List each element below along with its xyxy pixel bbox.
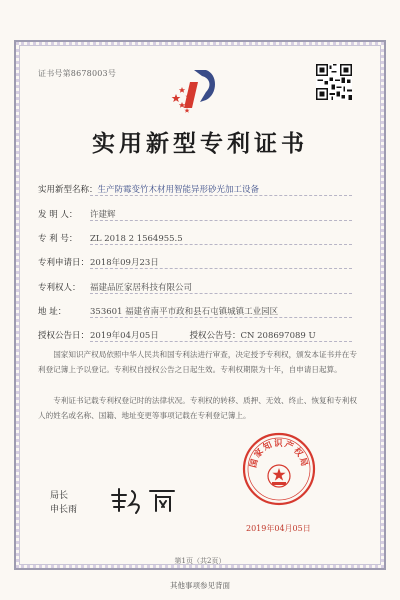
filing-date-value: 2018年09月23日 bbox=[90, 258, 159, 268]
inventor-row bbox=[38, 208, 116, 220]
patentee-value: 福建品匠家居科技有限公司 bbox=[90, 283, 193, 293]
divider bbox=[90, 341, 352, 342]
divider bbox=[90, 244, 352, 245]
filing-date-row bbox=[38, 256, 159, 268]
patent-number-label: 专 利 号： bbox=[38, 234, 78, 244]
utility-model-name-row bbox=[38, 183, 259, 195]
patent-number-row bbox=[38, 232, 183, 244]
grant-date-label: 授权公告日： bbox=[38, 331, 90, 341]
address-value: 353601 福建省南平市政和县石屯镇城镇工业园区 bbox=[90, 307, 279, 317]
divider bbox=[90, 268, 352, 269]
legal-paragraph-2: 专利证书记载专利权登记时的法律状况。专利权的转移、质押、无效、终止、恢复和专利权人的姓名或名称、国籍、地址变更等事项记载在专利登记簿上。 bbox=[38, 396, 357, 420]
inventor-value: 许建辉 bbox=[90, 210, 116, 220]
utility-model-name-value: 生产防霉变竹木材用智能异形砂光加工设备 bbox=[97, 185, 260, 195]
address-label: 地 址： bbox=[38, 307, 67, 317]
patent-number-value: ZL 2018 2 1564955.5 bbox=[90, 234, 183, 244]
divider bbox=[90, 220, 352, 221]
certificate-number: 证书号第8678003号 bbox=[38, 69, 117, 78]
grant-date-value: 2019年04月05日 bbox=[90, 331, 159, 341]
address-row bbox=[38, 305, 278, 317]
patentee-row bbox=[38, 281, 192, 293]
divider bbox=[90, 317, 352, 318]
divider bbox=[90, 293, 352, 294]
qr-code-icon bbox=[316, 64, 352, 100]
patentee-label: 专利权人： bbox=[38, 283, 81, 293]
filing-date-label: 专利申请日： bbox=[38, 258, 90, 268]
announcement-number-label: 授权公告号： bbox=[189, 331, 241, 341]
seal-date: 2019年04月05日 bbox=[246, 524, 311, 533]
official-seal-stamp bbox=[242, 432, 316, 506]
divider bbox=[90, 195, 352, 196]
inventor-label: 发 明 人： bbox=[38, 210, 78, 220]
certificate-title: 实用新型专利证书 bbox=[92, 130, 308, 157]
continue-note: 其他事项参见背面 bbox=[170, 581, 230, 590]
director-title: 局长 bbox=[50, 491, 69, 501]
page-number: 第1页（共2页） bbox=[174, 557, 226, 565]
director-name: 申长雨 bbox=[50, 505, 78, 515]
legal-paragraph-1: 国家知识产权局依照中华人民共和国专利法进行审查，决定授予专利权，颁发本证书并在专利登记簿上予以登记。专利权自授权公告之日起生效。专利权期限为十年，自申请日起算。 bbox=[38, 350, 357, 374]
grant-info-row bbox=[38, 329, 316, 341]
cnipa-emblem-icon bbox=[166, 64, 226, 118]
announcement-number-value: CN 208697089 U bbox=[240, 331, 316, 341]
utility-model-name-label: 实用新型名称： bbox=[38, 185, 98, 195]
handwritten-signature bbox=[108, 485, 180, 515]
svg-text:国家知识产权局: 国家知识产权局 bbox=[248, 439, 310, 469]
